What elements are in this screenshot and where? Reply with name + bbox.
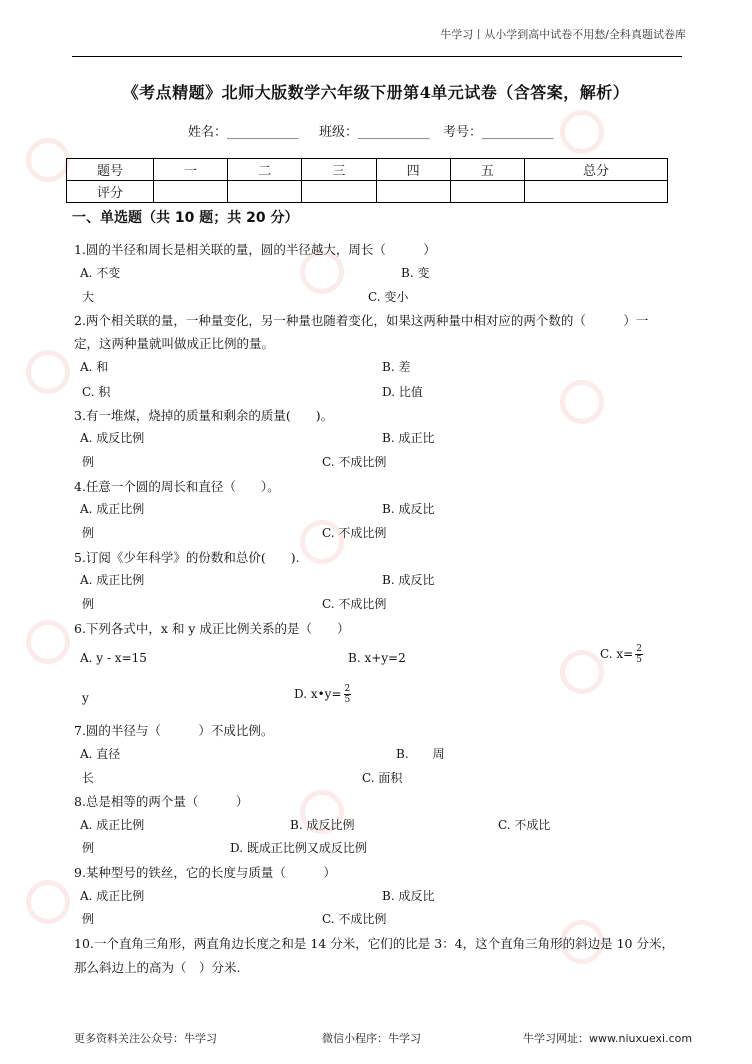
watermark-logo-icon: [560, 110, 604, 154]
score-cell: 题号: [67, 159, 154, 181]
section-heading: 一、单选题（共 10 题；共 20 分）: [72, 210, 299, 226]
option-b-wrap: 例: [82, 912, 95, 926]
option-b: B. 周: [396, 747, 445, 761]
fraction-numerator: 2: [636, 644, 642, 654]
option-c: C. 面积: [362, 771, 403, 785]
footer-left: 更多资料关注公众号：牛学习: [74, 1032, 217, 1045]
watermark-logo-icon: [26, 620, 70, 664]
score-table-header-row: [67, 159, 668, 181]
option-c: C. 积: [82, 385, 111, 399]
option-d-text: D. x•y=: [294, 687, 342, 701]
question-10: 10.一个直角三角形，两直角边长度之和是 14 分米，它们的比是 3：4，这个直角三角形的斜边是 10 分米，: [74, 936, 674, 951]
question-4: 4.任意一个圆的周长和直径（ ）。: [74, 479, 280, 494]
option-b: B. 成反比: [382, 502, 435, 516]
option-b-wrap: 例: [82, 526, 95, 540]
number-field: 考号：___________: [443, 125, 554, 140]
option-a: A. 成正比例: [80, 573, 145, 587]
option-b: B. 差: [382, 360, 411, 374]
option-c: C. 不成比: [498, 818, 551, 832]
question-8: 8.总是相等的两个量（ ）: [74, 794, 249, 809]
score-input-cell[interactable]: [450, 181, 524, 203]
fraction: [635, 644, 643, 665]
score-input-cell[interactable]: [154, 181, 228, 203]
option-b: B. x+y=2: [348, 651, 406, 665]
watermark-logo-icon: [560, 650, 604, 694]
page-title: 《考点精题》北师大版数学六年级下册第4单元试卷（含答案，解析）: [122, 83, 630, 102]
score-table: [66, 158, 668, 203]
name-field: 姓名：___________: [188, 125, 299, 140]
question-5: 5.订阅《少年科学》的份数和总价( ).: [74, 550, 300, 565]
score-cell: 二: [228, 159, 302, 181]
score-cell: 四: [376, 159, 450, 181]
score-input-cell[interactable]: [228, 181, 302, 203]
option-a: A. 不变: [80, 266, 121, 280]
option-a: A. 成反比例: [80, 431, 145, 445]
option-c-wrap: 例: [82, 841, 95, 855]
option-c: [600, 644, 643, 665]
option-a: A. y - x=15: [80, 651, 147, 665]
score-input-cell[interactable]: [524, 181, 667, 203]
score-cell: 总分: [524, 159, 667, 181]
option-b-wrap: 例: [82, 455, 95, 469]
watermark-logo-icon: [26, 880, 70, 924]
question-7: 7.圆的半径与（ ）不成比例。: [74, 723, 274, 738]
option-c: C. 不成比例: [322, 526, 387, 540]
fraction-numerator: 2: [344, 684, 351, 694]
score-input-cell[interactable]: [302, 181, 376, 203]
question-10-cont: 那么斜边上的高为（ ）分米.: [74, 960, 241, 975]
score-cell: 三: [302, 159, 376, 181]
question-1: 1.圆的半径和周长是相关联的量，圆的半径越大，周长（ ）: [74, 242, 436, 257]
fraction-denominator: 5: [636, 655, 642, 665]
score-table-score-row: [67, 181, 668, 203]
option-d: [294, 684, 351, 705]
header-text: 牛学习丨从小学到高中试卷不用愁/全科真题试卷库: [440, 28, 686, 41]
score-cell: 评分: [67, 181, 154, 203]
option-b: B. 成反比: [382, 889, 435, 903]
option-d: D. 比值: [382, 385, 423, 399]
option-c: C. 不成比例: [322, 912, 387, 926]
header-rule: [72, 56, 682, 57]
option-a: A. 直径: [80, 747, 121, 761]
watermark-logo-icon: [26, 350, 70, 394]
watermark-logo-icon: [560, 380, 604, 424]
option-a: A. 和: [80, 360, 109, 374]
option-c-text: C. x=: [600, 647, 634, 661]
score-input-cell[interactable]: [376, 181, 450, 203]
footer-right: 牛学习网址：www.niuxuexi.com: [523, 1032, 693, 1045]
question-2-cont: 定，这两种量就叫做成正比例的量。: [74, 336, 275, 351]
score-cell: 五: [450, 159, 524, 181]
option-a: A. 成正比例: [80, 889, 145, 903]
option-c: C. 不成比例: [322, 455, 387, 469]
option-b: B. 成反比: [382, 573, 435, 587]
option-b: B. 变: [401, 266, 430, 280]
option-c: C. 不成比例: [322, 597, 387, 611]
question-6: 6.下列各式中，x 和 y 成正比例关系的是（ ）: [74, 621, 350, 636]
option-d: D. 既成正比例又成反比例: [230, 841, 367, 855]
option-b-wrap: 大: [82, 290, 95, 304]
footer-middle: 微信小程序：牛学习: [322, 1032, 421, 1045]
option-a: A. 成正比例: [80, 502, 145, 516]
option-b: B. 成正比: [382, 431, 435, 445]
class-field: 班级：___________: [319, 125, 430, 140]
fraction-denominator: 5: [344, 695, 351, 705]
question-2: 2.两个相关联的量，一种量变化，另一种量也随着变化，如果这两种量中相对应的两个数的（ ）一: [74, 313, 649, 328]
option-b-wrap: 例: [82, 597, 95, 611]
option-c: C. 变小: [368, 290, 409, 304]
option-c-wrap: y: [82, 691, 89, 705]
question-3: 3.有一堆煤，烧掉的质量和剩余的质量( )。: [74, 408, 334, 423]
watermark-logo-icon: [26, 138, 70, 182]
question-9: 9.某种型号的铁丝，它的长度与质量（ ）: [74, 865, 336, 880]
option-a: A. 成正比例: [80, 818, 145, 832]
option-b-wrap: 长: [82, 771, 95, 785]
fraction: [344, 684, 352, 705]
score-cell: 一: [154, 159, 228, 181]
option-b: B. 成反比例: [290, 818, 355, 832]
